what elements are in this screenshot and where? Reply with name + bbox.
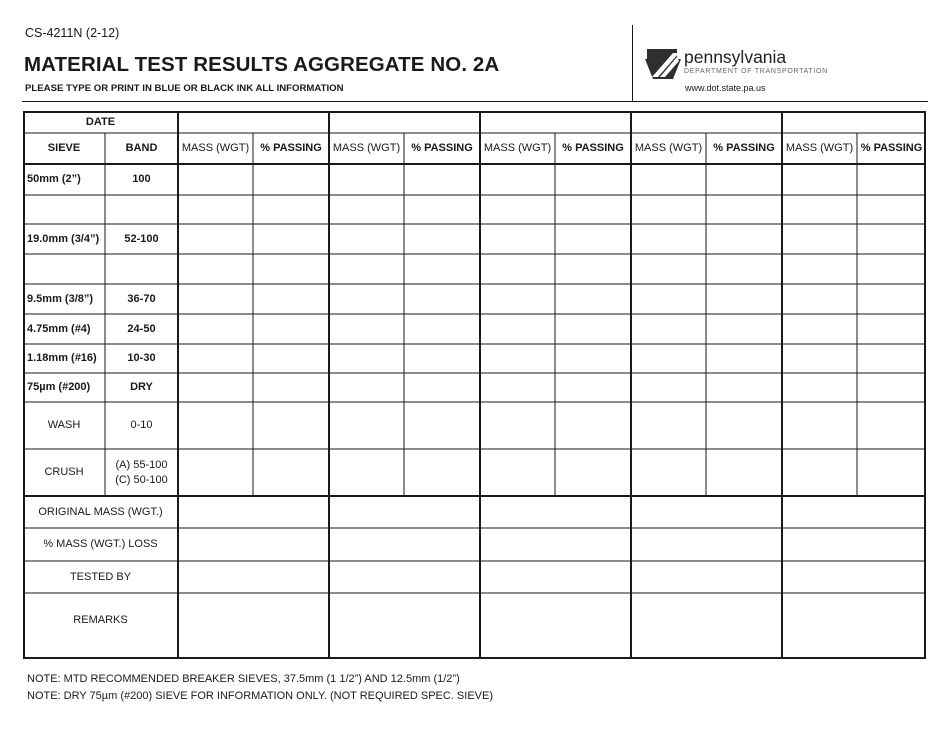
sieve-9-5mm: 9.5mm (3/8”) (27, 292, 94, 305)
date-header: DATE (85, 115, 116, 128)
band-header: BAND (125, 142, 158, 154)
form-instructions: PLEASE TYPE OR PRINT IN BLUE OR BLACK INK ALL INFORMATION (25, 83, 344, 94)
original-mass-label: ORIGINAL MASS (WGT.) (38, 505, 163, 518)
passing-header-4: % PASSING (713, 142, 775, 154)
remarks-label: REMARKS (73, 614, 128, 626)
band-crush (105, 449, 178, 496)
mass-loss-label: % MASS (WGT.) LOSS (43, 538, 158, 550)
tested-by-label: TESTED BY (69, 570, 132, 583)
band-75um: DRY (130, 381, 153, 393)
header-divider (632, 25, 633, 101)
sieve-4-75mm: 4.75mm (#4) (27, 322, 91, 335)
note-dry-sieve: NOTE: DRY 75µm (#200) SIEVE FOR INFORMATION ONLY. (NOT REQUIRED SPEC. SIEVE) (27, 690, 493, 702)
band-wash: 0-10 (130, 419, 153, 431)
logo-subtitle: DEPARTMENT OF TRANSPORTATION (684, 68, 828, 75)
sieve-19mm: 19.0mm (3/4”) (27, 232, 100, 245)
form-number: CS-4211N (2-12) (25, 26, 120, 40)
passing-header-5: % PASSING (860, 142, 923, 154)
sieve-50mm: 50mm (2”) (27, 173, 81, 185)
sieve-header: SIEVE (47, 142, 81, 154)
sieve-75um: 75µm (#200) (27, 381, 91, 393)
band-crush-c: (C) 50-100 (115, 473, 168, 486)
logo-wordmark: pennsylvania (684, 47, 787, 67)
sieve-1-18mm: 1.18mm (#16) (27, 352, 97, 364)
header-rule (22, 101, 928, 102)
mass-header-5: MASS (WGT) (785, 142, 854, 154)
passing-header-3: % PASSING (562, 142, 624, 154)
mass-header-1: MASS (WGT) (181, 142, 250, 154)
sieve-crush: CRUSH (44, 466, 84, 478)
sieve-wash: WASH (47, 419, 81, 431)
band-crush-a: (A) 55-100 (115, 458, 168, 471)
test-results-table (23, 111, 926, 659)
form-title: MATERIAL TEST RESULTS AGGREGATE NO. 2A (24, 53, 500, 76)
band-50mm: 100 (132, 173, 151, 185)
band-19mm: 52-100 (124, 232, 159, 245)
band-9-5mm: 36-70 (127, 292, 156, 305)
passing-header-2: % PASSING (411, 142, 473, 154)
mass-header-2: MASS (WGT) (332, 142, 401, 154)
band-1-18mm: 10-30 (127, 352, 156, 364)
mass-header-3: MASS (WGT) (483, 142, 552, 154)
note-breaker-sieves: NOTE: MTD RECOMMENDED BREAKER SIEVES, 37.5mm (1 1/2”) AND 12.5mm (1/2”) (27, 673, 460, 685)
passing-header-1: % PASSING (260, 142, 322, 154)
band-4-75mm: 24-50 (127, 322, 156, 335)
mass-header-4: MASS (WGT) (634, 142, 703, 154)
website-link[interactable]: www.dot.state.pa.us (685, 83, 766, 93)
